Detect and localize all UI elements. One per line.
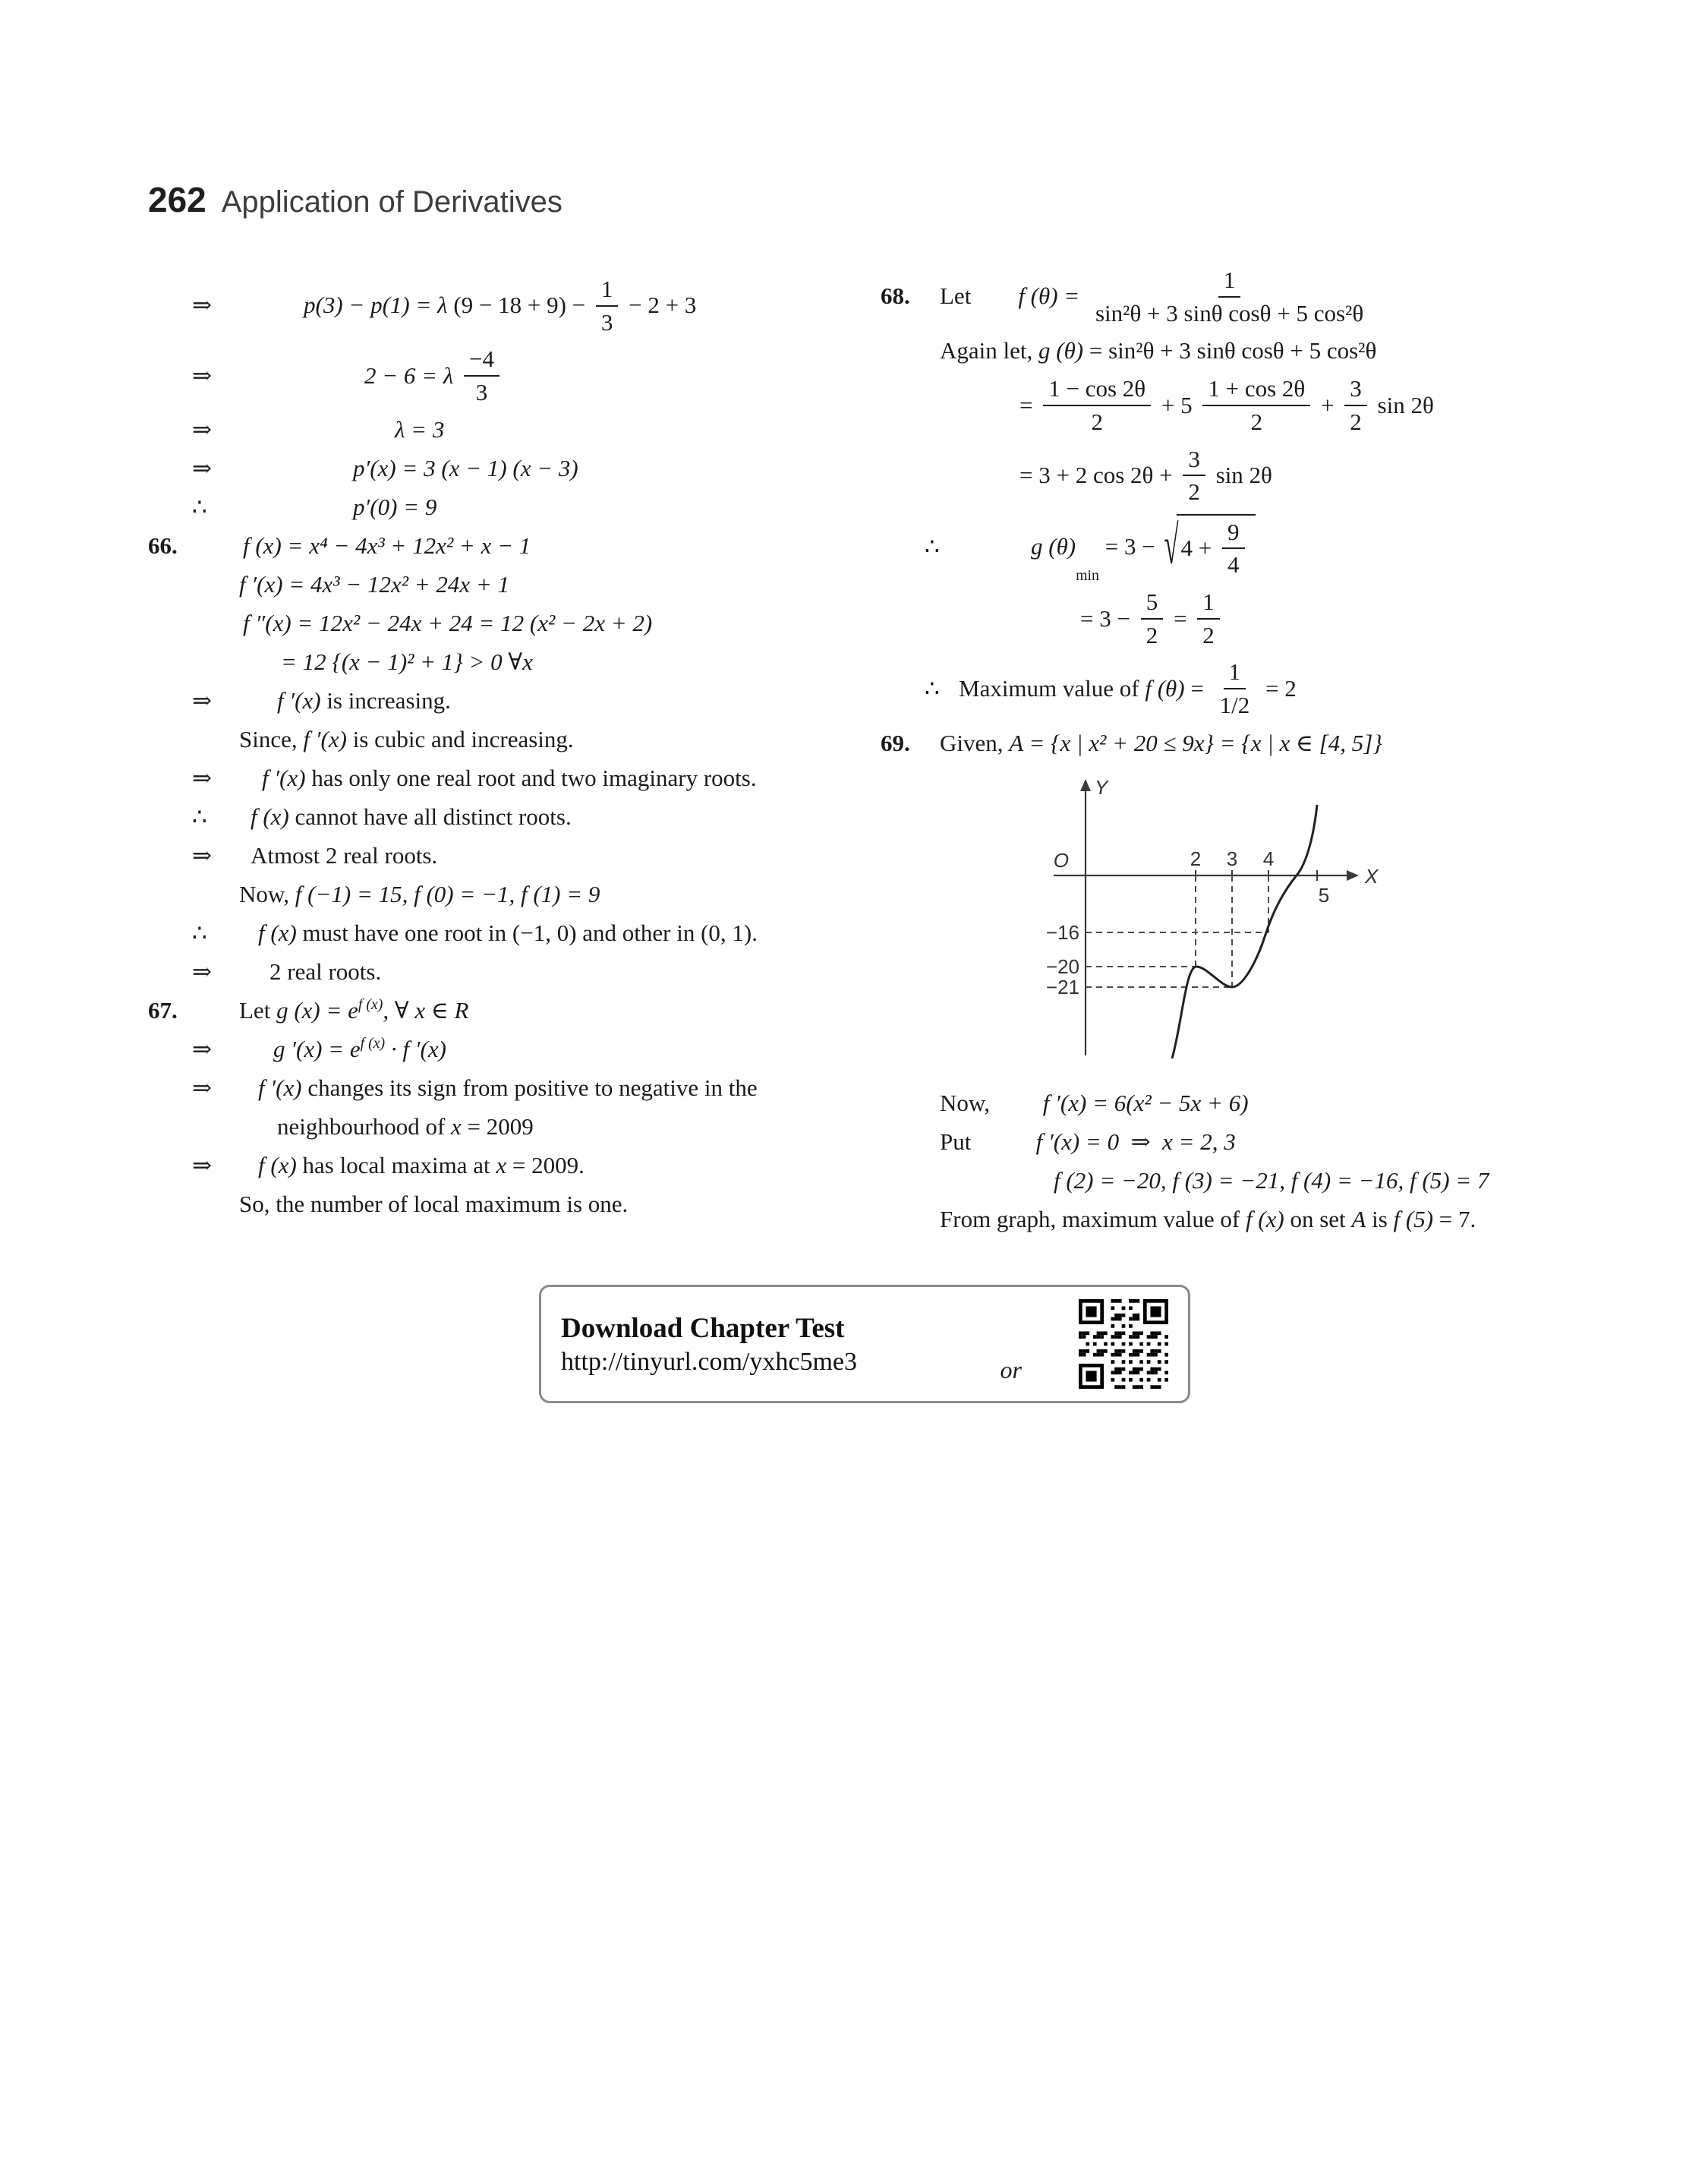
- plain-text: sin 2θ: [1371, 391, 1434, 418]
- download-url: http://tinyurl.com/yxhc5me3: [561, 1347, 858, 1376]
- text-line: [881, 1165, 1647, 1197]
- line-content: [940, 587, 1224, 650]
- plain-text: + 5: [1155, 391, 1199, 418]
- math-text: f (θ): [1145, 674, 1185, 702]
- plain-text: = 2: [1259, 674, 1297, 702]
- plain-text: =: [1019, 391, 1039, 418]
- fraction-denominator: 3: [600, 308, 613, 336]
- text-line: [881, 265, 1647, 328]
- line-marker: ⇒: [192, 687, 212, 715]
- math-text: , ∀ x ∈ R: [383, 997, 469, 1024]
- line-content: [239, 841, 437, 871]
- plain-text: From graph, maximum value of: [940, 1205, 1246, 1232]
- x-tick-label-2: 2: [1190, 847, 1202, 870]
- line-marker: ∴: [192, 803, 207, 831]
- line-content: [239, 608, 652, 639]
- fraction: [1090, 267, 1369, 327]
- line-marker: ∴: [192, 920, 207, 947]
- y-mark-label-20: −20: [1045, 954, 1079, 978]
- math-text: f ′(x): [277, 687, 321, 715]
- text-line: [148, 918, 869, 950]
- text-line: [148, 686, 869, 718]
- plain-text: = sin²θ + 3 sinθ cosθ + 5 cos²θ: [1083, 337, 1377, 364]
- line-content: [239, 1073, 758, 1103]
- line-marker: ⇒: [192, 292, 212, 319]
- plain-text: is: [1366, 1205, 1394, 1232]
- text-line: [148, 1150, 869, 1182]
- fraction-denominator: sin²θ + 3 sinθ cosθ + 5 cos²θ: [1095, 299, 1364, 327]
- line-content: [239, 569, 509, 600]
- math-text: f ′(x) = 6(x² − 5x + 6): [1042, 1089, 1249, 1116]
- y-mark-label-16: −16: [1045, 920, 1079, 944]
- text-line: [881, 727, 1647, 759]
- fraction: [1197, 588, 1220, 648]
- text-line: [148, 415, 869, 446]
- line-content: [940, 1166, 1489, 1196]
- x-axis-label: X: [1365, 864, 1379, 888]
- line-content: [239, 802, 572, 832]
- line-marker: ⇒: [192, 958, 212, 986]
- text-line: [148, 1189, 869, 1221]
- line-content: [239, 995, 469, 1026]
- line-content: [940, 265, 1373, 328]
- line-content: [940, 728, 1382, 759]
- math-text: f (x) = x⁴ − 4x³ + 12x² + x − 1: [243, 532, 531, 560]
- line-marker: ⇒: [192, 1074, 212, 1102]
- fraction-numerator: 1 + cos 2θ: [1202, 375, 1310, 406]
- plain-text: Maximum value of: [959, 674, 1145, 702]
- fraction: [464, 345, 499, 405]
- math-text: 2 − 6 = λ: [364, 361, 460, 389]
- text-line: [881, 444, 1647, 507]
- fraction: [1215, 658, 1256, 718]
- text-line: [148, 1112, 869, 1144]
- square-root: [1164, 514, 1255, 580]
- radical-sign: √: [1164, 514, 1179, 576]
- fraction-numerator: 1: [1224, 658, 1246, 689]
- page-header: [148, 179, 563, 220]
- right-column-bottom: [881, 1087, 1647, 1235]
- math-text: f (θ) =: [1018, 282, 1086, 310]
- fraction-denominator: 2: [1145, 621, 1158, 648]
- math-text: x: [496, 1152, 507, 1179]
- line-content: [239, 531, 531, 561]
- line-content: [940, 374, 1434, 437]
- plain-text: Given,: [940, 729, 1010, 756]
- plain-text: 4 +: [1180, 535, 1218, 562]
- line-marker: ⇒: [192, 765, 212, 792]
- line-content: [239, 763, 757, 793]
- line-marker: ⇒: [192, 416, 212, 443]
- plain-text: is cubic and increasing.: [346, 726, 574, 753]
- math-text: · f ′(x): [385, 1036, 446, 1063]
- line-marker: ∴: [925, 533, 940, 560]
- graph-container: [994, 773, 1647, 1077]
- math-text: g ′(x) = e: [273, 1036, 361, 1063]
- math-text: A = {x | x² + 20 ≤ 9x} = {x | x ∈ [4, 5]}: [1009, 729, 1382, 756]
- math-text: f (x): [251, 803, 289, 831]
- line-content: [940, 1127, 1236, 1157]
- plain-text: Again let,: [940, 337, 1038, 364]
- line-marker: 69.: [881, 729, 910, 756]
- line-content: [239, 415, 444, 445]
- text-line: [148, 724, 869, 756]
- fraction: [1344, 375, 1367, 435]
- text-line: [881, 587, 1647, 650]
- line-content: [239, 453, 578, 484]
- superscript: f (x): [358, 996, 383, 1014]
- plain-text: is increasing.: [320, 687, 451, 715]
- fraction-denominator: 3: [475, 378, 488, 405]
- plain-text: (9 − 18 + 9) −: [453, 292, 591, 319]
- plain-text: has local maxima at: [296, 1152, 496, 1179]
- math-text: A: [1351, 1205, 1366, 1232]
- plain-text: = 3 + 2 cos 2θ +: [1019, 462, 1179, 489]
- text-line: [881, 514, 1647, 585]
- math-text: f (2) = −20, f (3) = −21, f (4) = −16, f (5) = 7: [1054, 1166, 1489, 1194]
- line-marker: ⇒: [192, 1152, 212, 1179]
- fraction-numerator: −4: [464, 345, 499, 377]
- math-text: g (θ): [1031, 533, 1076, 560]
- line-content: [940, 1088, 1249, 1118]
- line-content: [239, 1189, 628, 1219]
- plain-text: Let: [239, 997, 277, 1024]
- line-content: [239, 918, 758, 948]
- line-content: [940, 336, 1376, 366]
- left-column: [148, 267, 869, 1228]
- y-mark-label-21: −21: [1045, 975, 1079, 998]
- math-text: g (θ): [1038, 337, 1084, 364]
- fraction: [1043, 375, 1151, 435]
- x-axis-arrow: [1347, 870, 1359, 881]
- text-line: [881, 1087, 1647, 1119]
- x-tick-label-3: 3: [1226, 847, 1238, 870]
- fraction-denominator: 2: [1350, 408, 1362, 435]
- math-text: = 12 {(x − 1)² + 1} > 0 ∀x: [281, 648, 533, 676]
- line-marker: ⇒: [192, 1036, 212, 1063]
- line-content: [940, 1204, 1476, 1235]
- math-text: f ′(x): [303, 726, 347, 753]
- plain-text: Atmost 2 real roots.: [251, 842, 438, 869]
- fraction-numerator: 3: [1183, 446, 1205, 477]
- fraction: [1202, 375, 1310, 435]
- text-line: [148, 647, 869, 679]
- fraction: [1183, 446, 1205, 506]
- plain-text: = 2009: [461, 1113, 534, 1140]
- line-content: [239, 492, 436, 522]
- text-line: [148, 569, 869, 601]
- radicand: [1177, 514, 1256, 580]
- text-line: [148, 879, 869, 911]
- plain-text: − 2 + 3: [622, 292, 697, 319]
- text-line: [148, 274, 869, 337]
- fraction: [1222, 519, 1245, 579]
- text-line: [148, 1073, 869, 1105]
- line-content: [239, 1150, 585, 1181]
- x-tick-label-5: 5: [1318, 883, 1330, 907]
- line-content: [239, 274, 696, 337]
- plain-text: = 7.: [1433, 1205, 1476, 1232]
- line-content: [239, 879, 600, 910]
- plain-text: Put: [940, 1128, 1036, 1155]
- line-marker: ∴: [925, 674, 940, 702]
- math-text: λ = 3: [395, 416, 445, 443]
- download-title: Download Chapter Test: [561, 1312, 845, 1344]
- text-line: [148, 531, 869, 563]
- fraction-numerator: 1: [1218, 267, 1241, 298]
- plain-text: 2 real roots.: [269, 958, 382, 986]
- fraction: [596, 276, 619, 336]
- y-axis-arrow: [1080, 779, 1091, 791]
- plain-text: on set: [1284, 1205, 1352, 1232]
- math-text: f (5): [1393, 1205, 1434, 1232]
- plain-text: sin 2θ: [1209, 462, 1272, 489]
- plain-text: cannot have all distinct roots.: [288, 803, 572, 831]
- math-text: p′(0) = 9: [353, 494, 437, 521]
- text-line: [148, 1034, 869, 1066]
- line-content: [940, 514, 1256, 585]
- line-content: [239, 686, 451, 716]
- fraction-denominator: 2: [1188, 478, 1200, 506]
- math-text: p′(x) = 3 (x − 1) (x − 3): [353, 455, 578, 482]
- download-box: [539, 1285, 1190, 1403]
- text-line: [148, 957, 869, 989]
- line-content: [239, 957, 381, 987]
- plain-text: Now,: [940, 1089, 1043, 1116]
- math-text: f (−1) = 15, f (0) = −1, f (1) = 9: [295, 881, 600, 908]
- math-text: f (x): [1245, 1205, 1284, 1232]
- plain-text: Now,: [239, 881, 295, 908]
- line-content: [940, 444, 1272, 507]
- qr-code: [1079, 1299, 1168, 1389]
- function-graph: [994, 773, 1404, 1069]
- fraction-numerator: 5: [1141, 588, 1164, 620]
- plain-text: neighbourhood of: [277, 1113, 452, 1140]
- origin-label: O: [1053, 848, 1069, 872]
- right-column-top: [881, 265, 1647, 759]
- line-content: [940, 657, 1297, 720]
- plain-text: =: [1184, 674, 1210, 702]
- fraction-denominator: 4: [1227, 551, 1240, 579]
- download-or-label: or: [1000, 1356, 1022, 1383]
- plain-text: So, the number of local maximum is one.: [239, 1191, 629, 1218]
- math-text: x: [451, 1113, 462, 1140]
- math-text: f ′(x): [262, 765, 306, 792]
- plain-text: changes its sign from positive to negative in the: [301, 1074, 758, 1102]
- text-line: [881, 1203, 1647, 1235]
- line-content: [239, 1034, 446, 1065]
- line-marker: 67.: [148, 997, 178, 1024]
- fraction-numerator: 1: [1197, 588, 1220, 620]
- page-number: 262: [148, 180, 206, 219]
- subscript: min: [1076, 567, 1099, 585]
- text-line: [148, 841, 869, 872]
- fraction-numerator: 1 − cos 2θ: [1043, 375, 1151, 406]
- line-marker: ⇒: [192, 455, 212, 482]
- plain-text: must have one root in (−1, 0) and other in (0, 1).: [296, 920, 758, 947]
- text-line: [881, 1126, 1647, 1158]
- math-text: f (x): [258, 920, 297, 947]
- fraction-numerator: 3: [1344, 375, 1367, 406]
- math-text: f ′(x) = 4x³ − 12x² + 24x + 1: [239, 571, 510, 598]
- fraction-denominator: 2: [1202, 621, 1215, 648]
- text-line: [881, 374, 1647, 437]
- fraction-denominator: 1/2: [1219, 692, 1250, 719]
- line-marker: ⇒: [192, 842, 212, 869]
- plain-text: has only one real root and two imaginary roots.: [305, 765, 757, 792]
- text-line: [881, 657, 1647, 720]
- chapter-title: Application of Derivatives: [221, 185, 563, 219]
- line-content: [239, 647, 533, 677]
- math-text: f ′(x) = 0 ⇒ x = 2, 3: [1035, 1128, 1236, 1155]
- x-tick-label-4: 4: [1262, 847, 1275, 870]
- right-column: [881, 258, 1647, 1242]
- fraction-denominator: 2: [1091, 408, 1103, 435]
- text-line: [881, 335, 1647, 367]
- text-line: [148, 608, 869, 640]
- math-text: g (x) = e: [276, 997, 358, 1024]
- plain-text: Since,: [239, 726, 304, 753]
- fraction-numerator: 1: [596, 276, 619, 307]
- math-text: f (x): [258, 1152, 297, 1179]
- download-text: [561, 1312, 985, 1377]
- text-line: [148, 995, 869, 1027]
- line-marker: 66.: [148, 532, 178, 560]
- math-text: p(3) − p(1) = λ: [304, 292, 454, 319]
- superscript: f (x): [360, 1035, 386, 1052]
- text-line: [148, 344, 869, 407]
- fraction-denominator: 2: [1250, 408, 1263, 435]
- fraction-numerator: 9: [1222, 519, 1245, 550]
- line-marker: ⇒: [192, 361, 212, 389]
- plain-text: Let: [940, 282, 1019, 310]
- fraction: [1141, 588, 1164, 648]
- line-marker: 68.: [881, 282, 910, 310]
- line-content: [239, 724, 574, 755]
- text-line: [148, 492, 869, 524]
- math-text: f ″(x) = 12x² − 24x + 24 = 12 (x² − 2x + 2): [243, 610, 653, 637]
- line-content: [239, 344, 504, 407]
- plain-text: =: [1168, 604, 1193, 632]
- math-text: f ′(x): [258, 1074, 302, 1102]
- text-line: [148, 802, 869, 834]
- text-line: [148, 763, 869, 795]
- text-line: [148, 453, 869, 485]
- line-marker: ∴: [192, 494, 207, 521]
- plain-text: = 2009.: [506, 1152, 585, 1179]
- line-content: [239, 1112, 534, 1142]
- plain-text: = 3 −: [1098, 533, 1161, 560]
- plain-text: = 3 −: [1080, 604, 1136, 632]
- y-axis-label: Y: [1095, 775, 1108, 799]
- plain-text: +: [1315, 391, 1341, 418]
